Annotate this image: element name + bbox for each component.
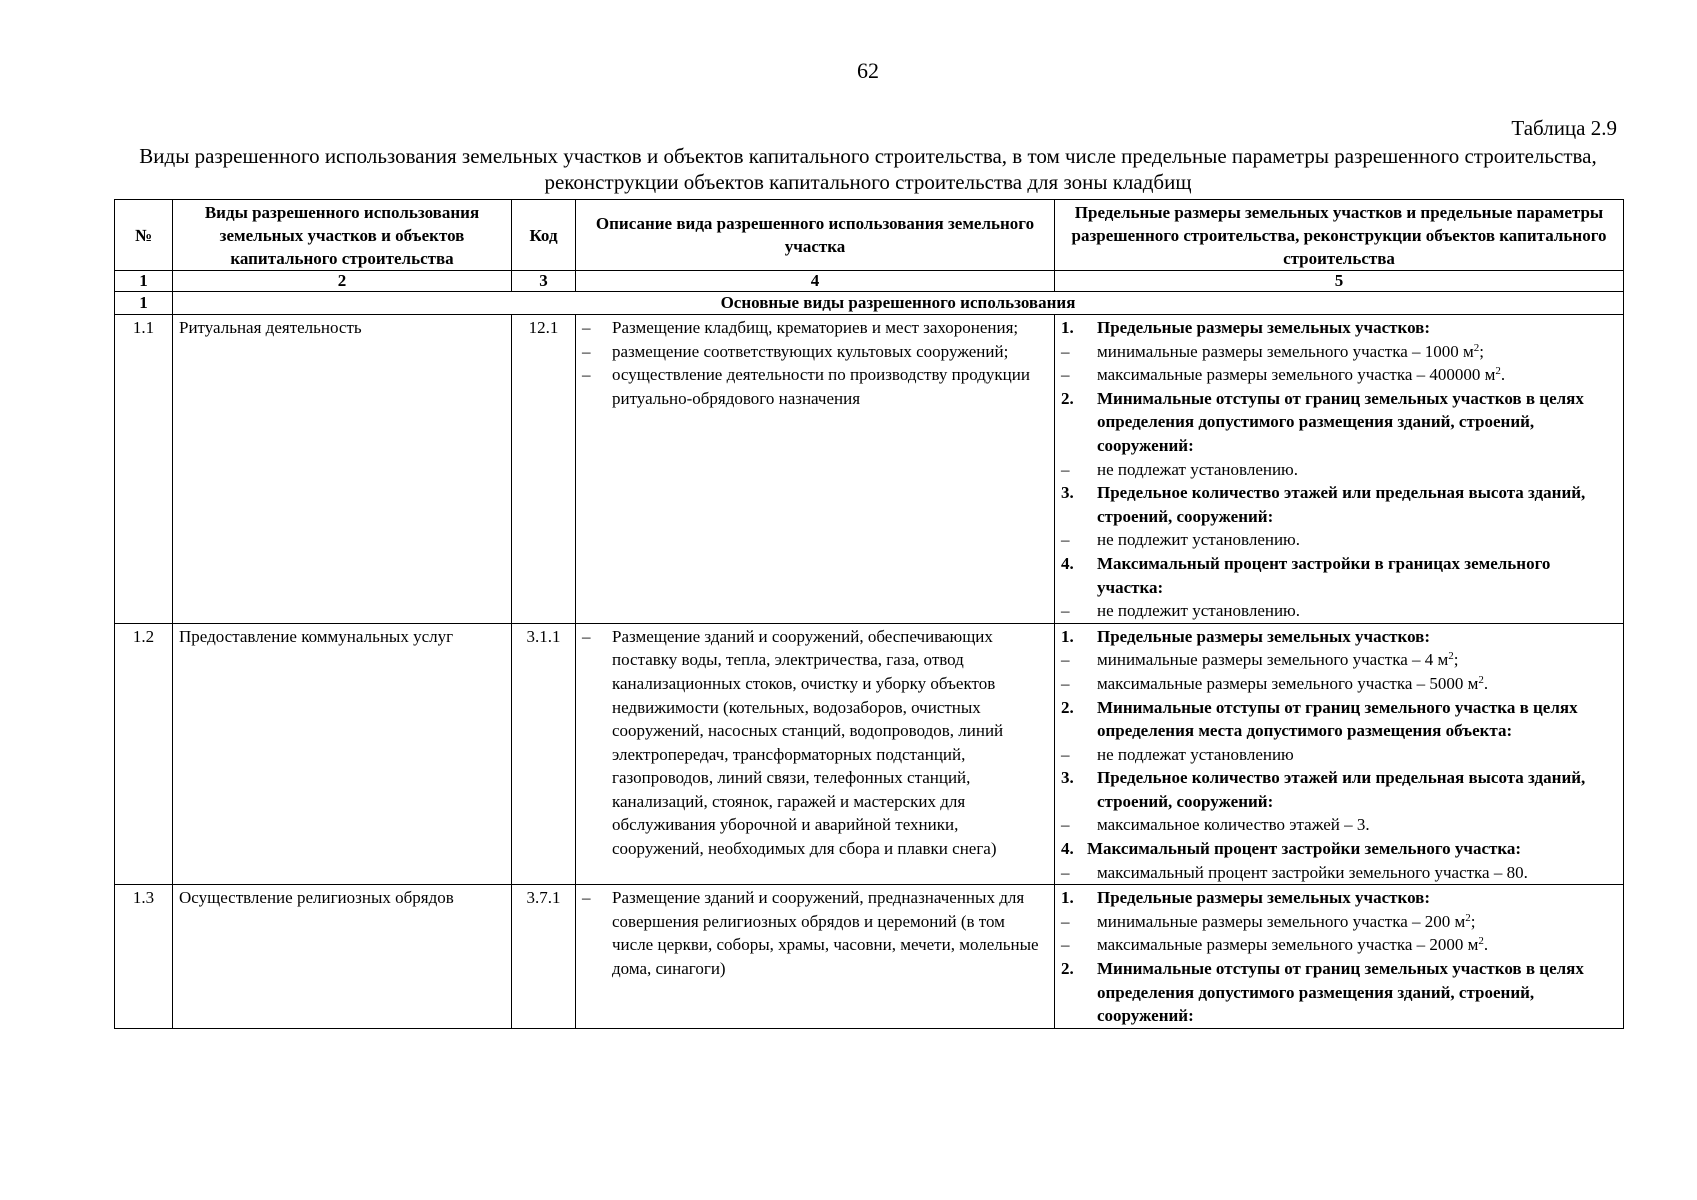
section-title: Основные виды разрешенного использования	[173, 292, 1624, 315]
list-item	[582, 340, 1048, 364]
list-text: максимальные размеры земельного участка – 400000 $м^2$.	[1097, 365, 1506, 385]
list-text: Максимальный процент застройки в границах земельного участка:	[1097, 553, 1551, 597]
list-item	[1061, 813, 1617, 837]
list-marker: –	[1061, 862, 1070, 882]
superscript: 2	[1473, 341, 1480, 354]
list-text: Минимальные отступы от границ земельных участков в целях определения допустимого размещения зданий, строений, сооружений:	[1097, 959, 1584, 1026]
use-description	[576, 315, 1055, 624]
header-cell: Виды разрешенного использования земельных участков и объектов капитального строительства	[173, 200, 512, 271]
use-code: 12.1	[512, 315, 576, 624]
list-text: не подлежит установлению.	[1097, 530, 1301, 550]
list-item	[1061, 340, 1617, 364]
list-item	[1061, 766, 1617, 813]
use-code: 3.7.1	[512, 885, 576, 1029]
list-marker: –	[582, 626, 591, 646]
list-item	[1061, 648, 1617, 672]
header-cell: №	[115, 200, 173, 271]
use-code: 3.1.1	[512, 623, 576, 885]
list-item	[1061, 933, 1617, 957]
use-type-name: Осуществление религиозных обрядов	[173, 885, 512, 1029]
list-item	[1061, 910, 1617, 934]
list-item	[1061, 387, 1617, 458]
list-marker: 2.	[1061, 959, 1074, 979]
superscript: 2	[1478, 673, 1484, 686]
header-row	[115, 200, 1624, 271]
header-cell: Описание вида разрешенного использования земельного участка	[576, 200, 1055, 271]
column-number: 3	[512, 271, 576, 292]
list-item	[1061, 837, 1617, 861]
superscript: 2	[1448, 650, 1454, 663]
list-marker: –	[1061, 650, 1070, 670]
parameters	[1055, 315, 1624, 624]
list-marker: 1.	[1061, 888, 1074, 908]
list-marker: –	[582, 318, 591, 337]
list-text: Предельные размеры земельных участков:	[1097, 888, 1431, 908]
list-item	[1061, 528, 1617, 552]
parameters	[1055, 885, 1624, 1029]
list-marker: –	[582, 341, 591, 361]
list-item	[582, 886, 1048, 980]
list-text: Предельные размеры земельных участков:	[1097, 626, 1431, 646]
list-marker: 2.	[1061, 388, 1074, 408]
list-text: Размещение зданий и сооружений, предназначенных для совершения религиозных обрядов и церемоний (в том числе церкви, соборы, храмы, часовни, мечети, молельные дома, синагоги)	[612, 888, 1039, 979]
list-marker: –	[582, 888, 591, 908]
list-item	[1061, 957, 1617, 1028]
table-label: Таблица 2.9	[1511, 116, 1617, 140]
list-item	[1061, 481, 1617, 528]
land-use-table	[114, 199, 1624, 1029]
list-item	[1061, 886, 1617, 910]
list-text: размещение соответствующих культовых сооружений;	[612, 341, 1009, 361]
list-marker: –	[1061, 341, 1070, 361]
list-text: не подлежат установлению.	[1097, 459, 1299, 479]
list-text: Минимальные отступы от границ земельных участков в целях определения допустимого размещения зданий, строений, сооружений:	[1097, 388, 1584, 455]
row-number: 1.2	[115, 623, 173, 885]
list-item	[1061, 599, 1617, 623]
list-text: максимальный процент застройки земельного участка – 80.	[1097, 862, 1528, 882]
list-text: не подлежат установлению	[1097, 744, 1294, 764]
use-description	[576, 885, 1055, 1029]
page-number: 62	[857, 58, 879, 83]
list-marker: –	[1061, 935, 1070, 955]
list-marker: –	[1061, 673, 1070, 693]
use-type-name: Ритуальная деятельность	[173, 315, 512, 624]
list-marker: 4.	[1061, 839, 1074, 859]
list-text: максимальные размеры земельного участка – 2000 $м^2$.	[1097, 935, 1489, 955]
list-marker: 2.	[1061, 697, 1074, 717]
list-text: Предельные размеры земельных участков:	[1097, 318, 1431, 337]
table-row	[115, 623, 1624, 885]
list-item	[582, 316, 1048, 340]
list-text: максимальное количество этажей – 3.	[1097, 815, 1370, 835]
list-text: Размещение кладбищ, крематориев и мест захоронения;	[612, 318, 1019, 337]
list-text: Минимальные отступы от границ земельного участка в целях определения места допустимого размещения объекта:	[1097, 697, 1578, 741]
column-number: 2	[173, 271, 512, 292]
use-description	[576, 623, 1055, 885]
list-item	[1061, 552, 1617, 599]
list-marker: –	[1061, 530, 1070, 550]
column-number: 1	[115, 271, 173, 292]
list-item	[1061, 861, 1617, 885]
list-text: минимальные размеры земельного участка – 200 $м^2$;	[1097, 911, 1476, 931]
section-number: 1	[115, 292, 173, 315]
list-marker: –	[1061, 744, 1070, 764]
list-text: Размещение зданий и сооружений, обеспечивающих поставку воды, тепла, электричества, газа, отвод канализационных стоков, очистку и уборку объектов недвижимости (котельных, водозаборов, очистных сооружений, насосных станций, водопроводов, линий электропередач, трансформаторных подстанций, газопроводов, линий связи, телефонных станций, канализаций, стоянок, гаражей и мастерских для обслуживания уборочной и аварийной техники, сооружений, необходимых для сбора и плавки снега)	[612, 626, 1004, 859]
section-row	[115, 292, 1624, 315]
list-text: максимальные размеры земельного участка – 5000 $м^2$.	[1097, 673, 1489, 693]
header-cell: Предельные размеры земельных участков и предельные параметры разрешенного строительства, реконструкции объектов капитального строительства	[1055, 200, 1624, 271]
superscript: 2	[1495, 365, 1501, 378]
list-item	[1061, 316, 1617, 340]
list-item	[1061, 696, 1617, 743]
parameters	[1055, 623, 1624, 885]
list-text: не подлежит установлению.	[1097, 601, 1301, 621]
column-number: 4	[576, 271, 1055, 292]
table-row	[115, 315, 1624, 624]
list-marker: 1.	[1061, 318, 1074, 337]
list-marker: –	[582, 365, 591, 385]
list-marker: 4.	[1061, 553, 1074, 573]
list-item	[582, 363, 1048, 410]
list-text: Максимальный процент застройки земельного участка:	[1087, 839, 1522, 859]
list-marker: –	[1061, 459, 1070, 479]
list-item	[1061, 458, 1617, 482]
row-number: 1.1	[115, 315, 173, 624]
list-text: минимальные размеры земельного участка – 1000 $м^2$;	[1097, 341, 1484, 361]
list-text: осуществление деятельности по производству продукции ритуально-обрядового назначения	[612, 365, 1030, 408]
superscript: 2	[1478, 935, 1484, 948]
superscript: 2	[1465, 911, 1471, 924]
list-marker: 1.	[1061, 626, 1074, 646]
list-marker: –	[1061, 911, 1070, 931]
list-marker: 3.	[1061, 768, 1074, 788]
list-marker: –	[1061, 601, 1070, 621]
table-title: Виды разрешенного использования земельных участков и объектов капитального строительства, в том числе предельные параметры разрешенного строительства, реконструкции объектов капитального строительства для зоны кладбищ	[139, 144, 1597, 194]
column-number: 5	[1055, 271, 1624, 292]
row-number: 1.3	[115, 885, 173, 1029]
header-cell: Код	[512, 200, 576, 271]
list-marker: –	[1061, 365, 1070, 385]
list-marker: 3.	[1061, 483, 1074, 503]
use-type-name: Предоставление коммунальных услуг	[173, 623, 512, 885]
list-text: Предельное количество этажей или предельная высота зданий, строений, сооружений:	[1097, 768, 1586, 811]
list-text: Предельное количество этажей или предельная высота зданий, строений, сооружений:	[1097, 483, 1586, 526]
list-marker: –	[1061, 815, 1070, 835]
list-item	[1061, 743, 1617, 767]
list-item	[1061, 363, 1617, 387]
column-number-row	[115, 271, 1624, 292]
list-text: минимальные размеры земельного участка – 4 $м^2$;	[1097, 650, 1459, 670]
list-item	[582, 625, 1048, 861]
list-item	[1061, 625, 1617, 649]
table-row	[115, 885, 1624, 1029]
list-item	[1061, 672, 1617, 696]
